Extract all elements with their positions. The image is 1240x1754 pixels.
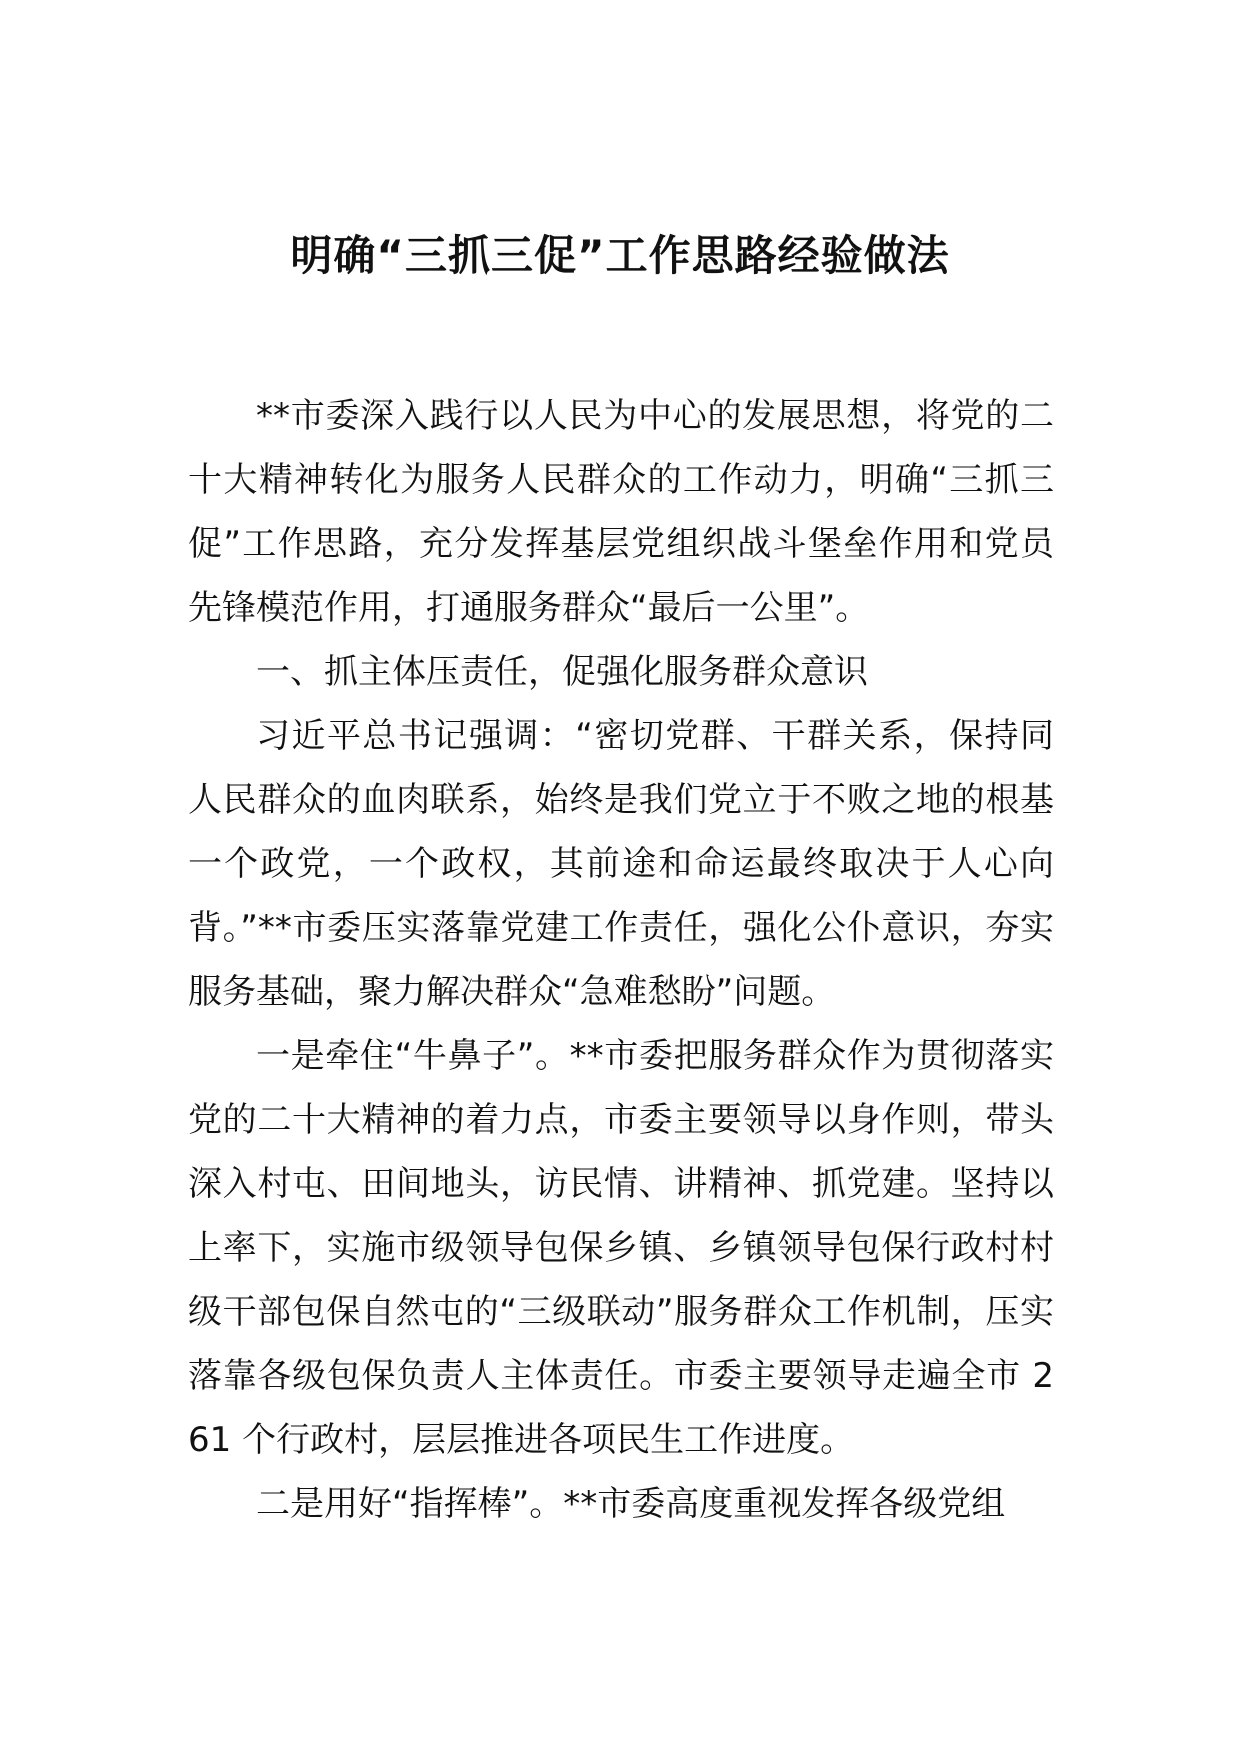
paragraph-intro: **市委深入践行以人民为中心的发展思想，将党的二十大精神转化为服务人民群众的工作动力，明确“三抓三促”工作思路，充分发挥基层党组织战斗堡垒作用和党员先锋模范作用，打通服务群众“最后一公里”。 (188, 396, 1054, 628)
paragraph-point-1: 一是牵住“牛鼻子”。**市委把服务群众作为贯彻落实党的二十大精神的着力点，市委主要领导以身作则，带头深入村屯、田间地头，访民情、讲精神、抓党建。坚持以上率下，实施市级领导包保乡镇、乡镇领导包保行政村村级干部包保自然屯的“三级联动”服务群众工作机制，压实落靠各级包保负责人主体责任。市委主要领导走遍全市 261 个行政村，层层推进各项民生工作进度。 (188, 1036, 1054, 1460)
paragraph-quote: 习近平总书记强调：“密切党群、干群关系，保持同人民群众的血肉联系，始终是我们党立于不败之地的根基一个政党，一个政权，其前途和命运最终取决于人心向背。”**市委压实落靠党建工作责任，强化公仆意识，夯实服务基础，聚力解决群众“急难愁盼”问题。 (188, 716, 1054, 1012)
document-body (188, 384, 1054, 1536)
section-heading-1: 一、抓主体压责任，促强化服务群众意识 (256, 652, 868, 692)
paragraph-point-2: 二是用好“指挥棒”。**市委高度重视发挥各级党组 (256, 1484, 1006, 1524)
document-title: 明确“三抓三促”工作思路经验做法 (290, 231, 950, 281)
